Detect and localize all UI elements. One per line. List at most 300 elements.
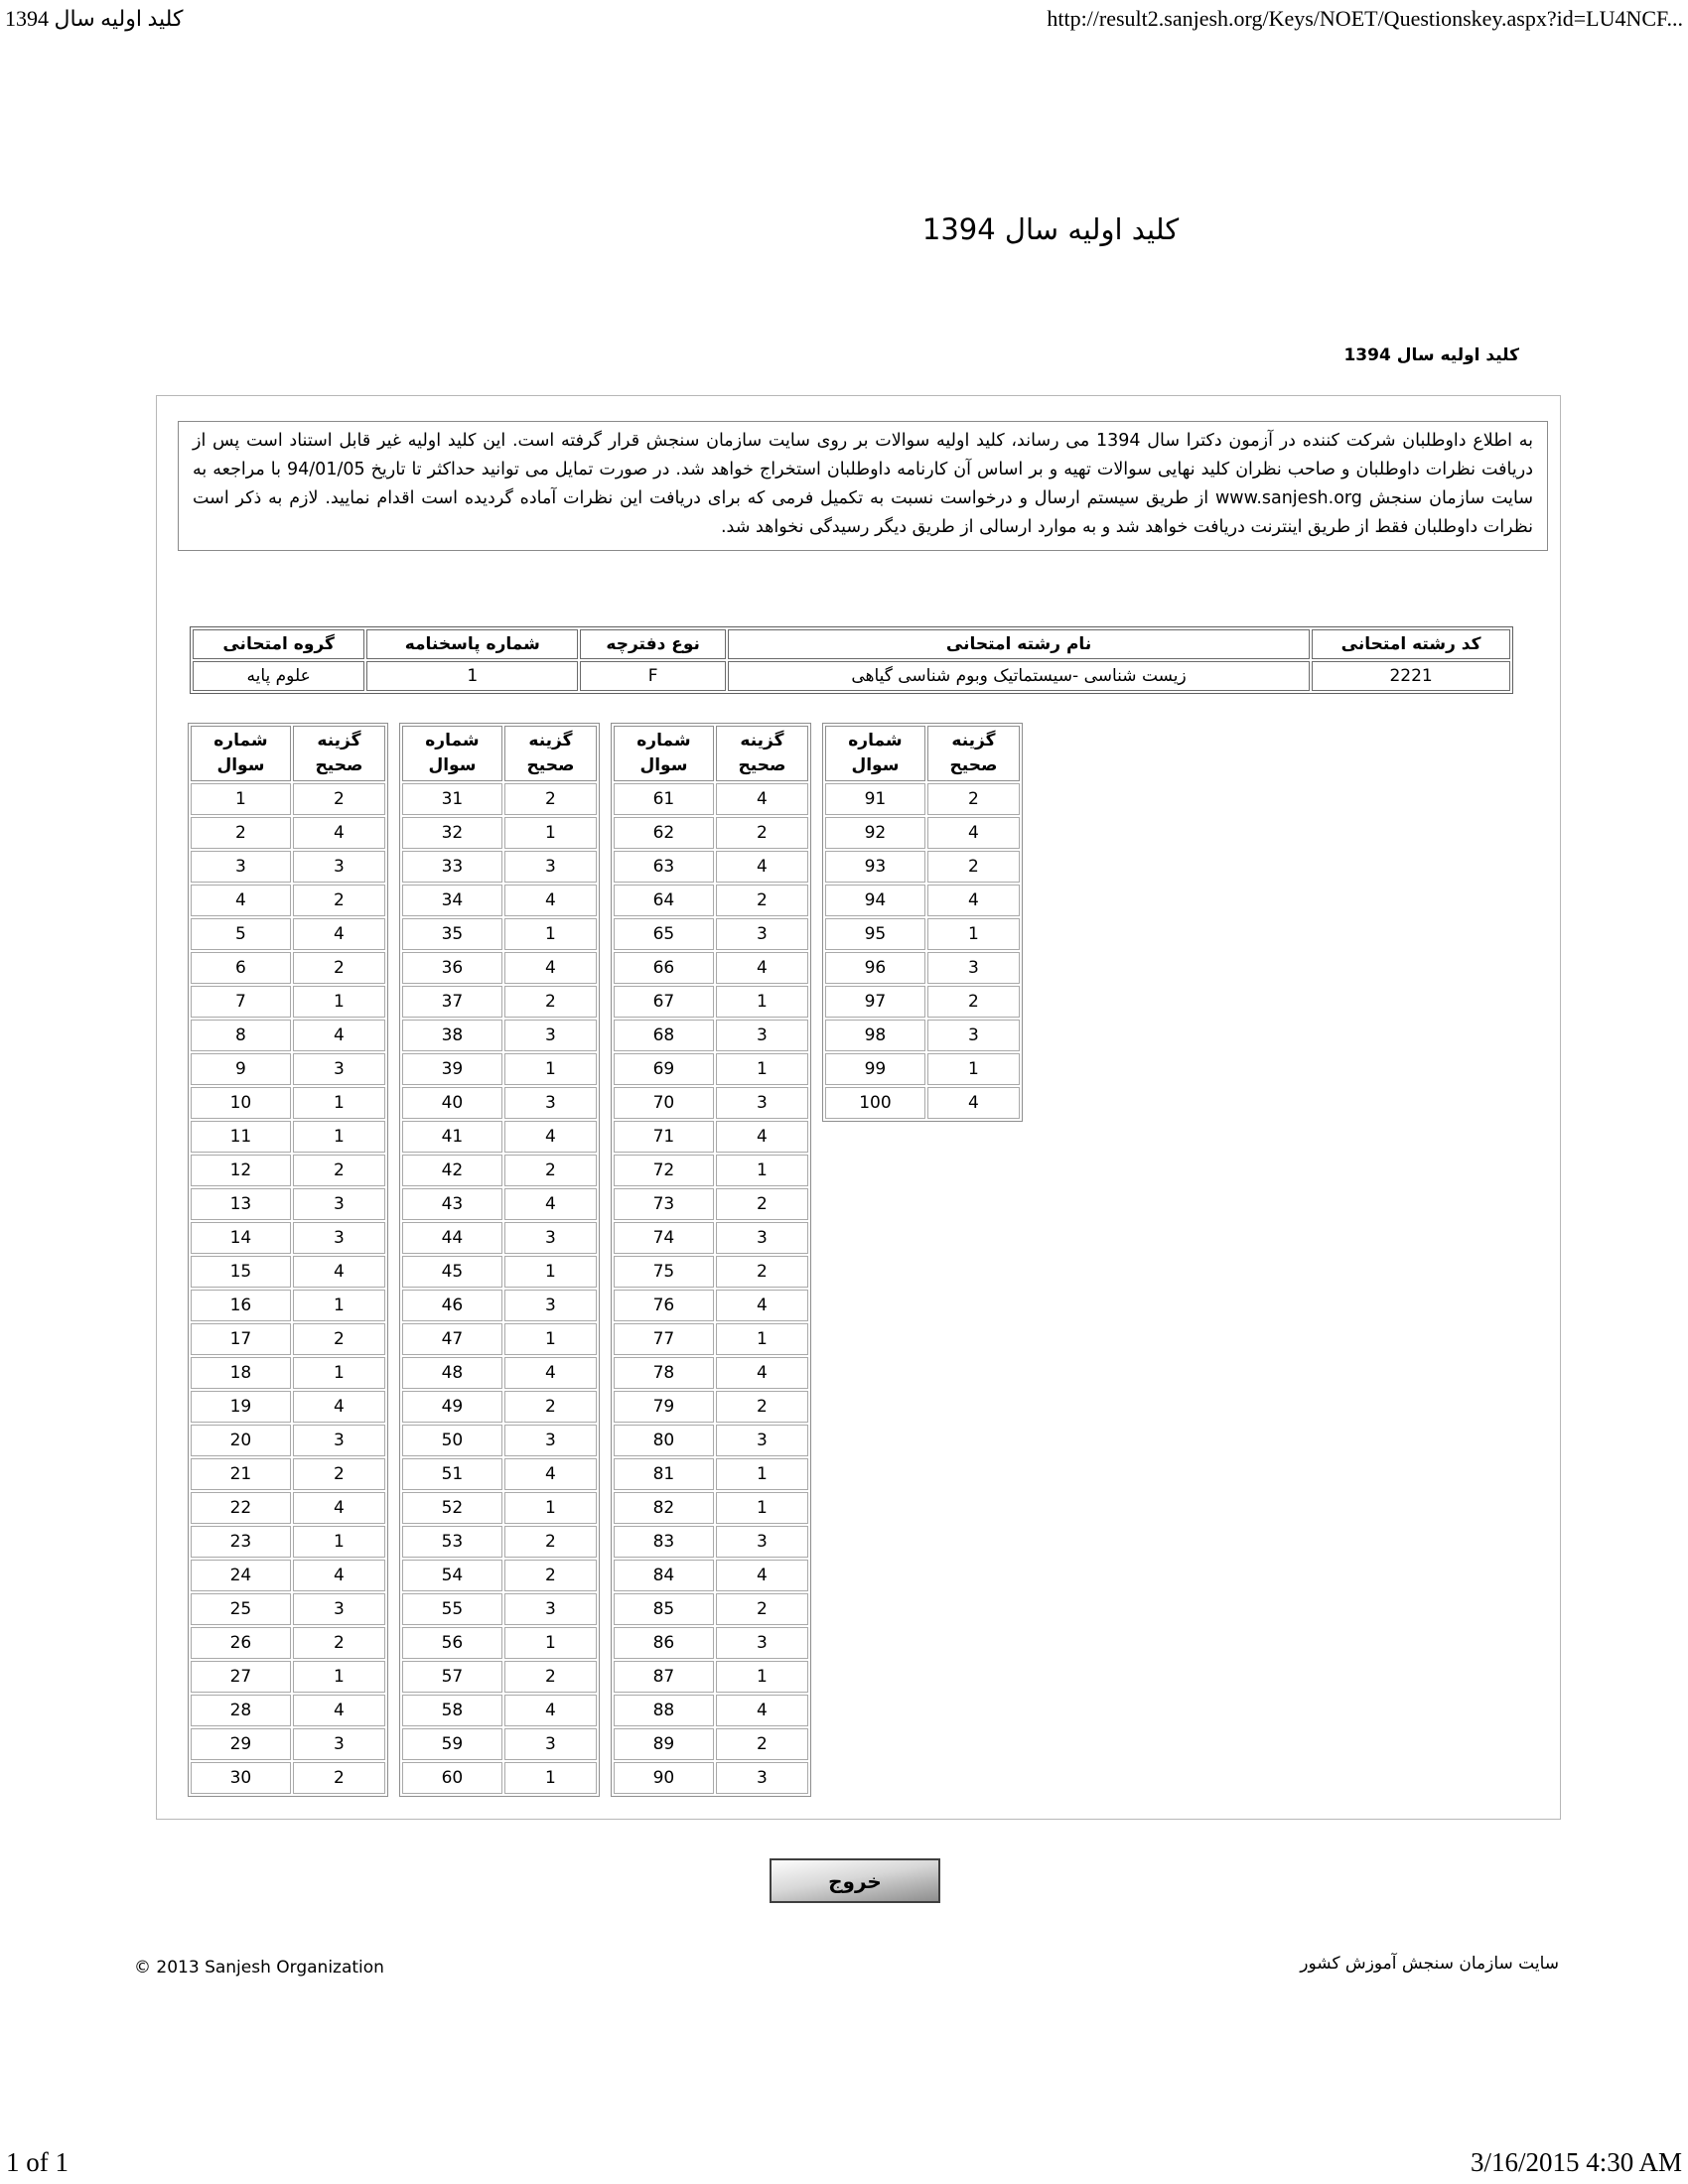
answer-row xyxy=(191,1560,385,1591)
correct-option-cell: 2 xyxy=(293,952,385,984)
correct-option-cell: 3 xyxy=(293,1425,385,1456)
correct-option-cell: 1 xyxy=(293,1661,385,1693)
correct-option-cell: 4 xyxy=(504,1121,597,1153)
correct-option-cell: 3 xyxy=(504,1222,597,1254)
correct-option-cell: 2 xyxy=(716,1593,808,1625)
answer-row xyxy=(825,783,1020,815)
answer-row xyxy=(614,1593,808,1625)
correct-option-cell: 3 xyxy=(716,1526,808,1558)
question-number-cell: 14 xyxy=(191,1222,291,1254)
question-number-cell: 65 xyxy=(614,918,714,950)
answer-row xyxy=(825,986,1020,1018)
correct-option-cell: 1 xyxy=(504,1323,597,1355)
correct-option-cell: 1 xyxy=(716,1053,808,1085)
question-number-cell: 78 xyxy=(614,1357,714,1389)
answer-row xyxy=(191,1728,385,1760)
answer-row xyxy=(402,1155,597,1186)
answer-row xyxy=(825,1087,1020,1119)
exam-code-value: 2221 xyxy=(1312,661,1510,691)
correct-option-cell: 2 xyxy=(716,1256,808,1288)
correct-option-cell: 4 xyxy=(927,885,1020,916)
question-number-cell: 23 xyxy=(191,1526,291,1558)
answer-row xyxy=(402,1661,597,1693)
correct-option-cell: 2 xyxy=(293,885,385,916)
question-number-cell: 90 xyxy=(614,1762,714,1794)
correct-option-cell: 1 xyxy=(504,918,597,950)
exam-group-value: علوم پایه xyxy=(193,661,364,691)
exam-name-header: نام رشته امتحانی xyxy=(728,629,1310,659)
answer-row xyxy=(614,1695,808,1726)
question-number-cell: 98 xyxy=(825,1020,925,1051)
question-number-cell: 26 xyxy=(191,1627,291,1659)
question-number-cell: 5 xyxy=(191,918,291,950)
answer-row xyxy=(402,1087,597,1119)
correct-option-col-header: گزینه صحیح xyxy=(504,726,597,781)
answer-row xyxy=(191,783,385,815)
correct-option-cell: 4 xyxy=(504,1695,597,1726)
question-number-cell: 68 xyxy=(614,1020,714,1051)
correct-option-cell: 2 xyxy=(504,1560,597,1591)
question-number-cell: 95 xyxy=(825,918,925,950)
correct-option-cell: 1 xyxy=(504,1762,597,1794)
correct-option-cell: 1 xyxy=(716,1492,808,1524)
question-number-cell: 34 xyxy=(402,885,502,916)
answer-table-q31-60 xyxy=(399,723,600,1797)
answer-table-q1-30 xyxy=(188,723,388,1797)
correct-option-cell: 2 xyxy=(293,1323,385,1355)
answer-row xyxy=(191,952,385,984)
question-number-cell: 7 xyxy=(191,986,291,1018)
correct-option-cell: 2 xyxy=(927,986,1020,1018)
question-number-cell: 29 xyxy=(191,1728,291,1760)
question-number-cell: 60 xyxy=(402,1762,502,1794)
answer-table-q91-100 xyxy=(822,723,1023,1122)
answer-row xyxy=(614,1425,808,1456)
question-number-cell: 40 xyxy=(402,1087,502,1119)
correct-option-cell: 3 xyxy=(504,1020,597,1051)
answer-row xyxy=(614,1256,808,1288)
answer-row xyxy=(614,1053,808,1085)
question-number-col-header: شماره سوال xyxy=(402,726,502,781)
correct-option-cell: 1 xyxy=(504,1492,597,1524)
answer-row xyxy=(614,1290,808,1321)
answer-row xyxy=(825,885,1020,916)
correct-option-cell: 3 xyxy=(504,1593,597,1625)
question-number-cell: 66 xyxy=(614,952,714,984)
correct-option-cell: 3 xyxy=(716,1087,808,1119)
question-number-cell: 19 xyxy=(191,1391,291,1423)
answer-row xyxy=(191,1458,385,1490)
question-number-cell: 36 xyxy=(402,952,502,984)
correct-option-cell: 4 xyxy=(293,1560,385,1591)
question-number-cell: 32 xyxy=(402,817,502,849)
answer-row xyxy=(402,817,597,849)
correct-option-cell: 3 xyxy=(716,1020,808,1051)
question-number-cell: 12 xyxy=(191,1155,291,1186)
question-number-cell: 17 xyxy=(191,1323,291,1355)
correct-option-cell: 3 xyxy=(293,851,385,883)
answer-row xyxy=(191,1256,385,1288)
answer-row xyxy=(614,1020,808,1051)
answer-row xyxy=(825,952,1020,984)
correct-option-cell: 1 xyxy=(716,986,808,1018)
notice-paragraph: به اطلاع داوطلبان شرکت کننده در آزمون دکترا سال 1394 می رساند، کلید اولیه سوالات بر روی سایت سازمان سنجش قرار گرفته است. این کلید اولیه غیر قابل استناد است پس از دریافت نظرات داوطلبان و صاحب نظران کلید نهایی سوالات تهیه و بر اساس آن کارنامه داوطلبان استخراج خواهد شد. در صورت تمایل می توانید حداکثر تا تاریخ 94/01/05 با مراجعه به سایت سازمان سنجش www.sanjesh.org از طریق سیستم ارسال و درخواست نسبت به تکمیل فرمی که برای دریافت این نظرات آماده گردیده است اقدام نمایید. لازم به ذکر است نظرات داوطلبان فقط از طریق اینترنت دریافت خواهد شد و به موارد ارسالی از طریق دیگر رسیدگی نخواهد شد. xyxy=(178,421,1548,551)
answer-row xyxy=(614,783,808,815)
booklet-type-value: F xyxy=(580,661,726,691)
correct-option-cell: 3 xyxy=(927,952,1020,984)
exam-name-value: زیست شناسی -سیستماتیک وبوم شناسی گیاهی xyxy=(728,661,1310,691)
question-number-cell: 13 xyxy=(191,1188,291,1220)
question-number-cell: 83 xyxy=(614,1526,714,1558)
question-number-cell: 85 xyxy=(614,1593,714,1625)
correct-option-cell: 3 xyxy=(716,1222,808,1254)
answer-row xyxy=(402,1425,597,1456)
correct-option-cell: 4 xyxy=(293,1492,385,1524)
correct-option-cell: 1 xyxy=(293,1121,385,1153)
correct-option-cell: 1 xyxy=(504,1256,597,1288)
correct-option-cell: 1 xyxy=(716,1323,808,1355)
correct-option-cell: 1 xyxy=(293,1087,385,1119)
exam-info-header-row xyxy=(193,629,1510,659)
print-footer-timestamp: 3/16/2015 4:30 AM xyxy=(1470,2147,1682,2177)
question-number-cell: 100 xyxy=(825,1087,925,1119)
print-footer-page-count: 1 of 1 xyxy=(6,2147,69,2177)
question-number-cell: 18 xyxy=(191,1357,291,1389)
correct-option-cell: 1 xyxy=(716,1661,808,1693)
answer-row xyxy=(825,918,1020,950)
question-number-cell: 6 xyxy=(191,952,291,984)
question-number-cell: 72 xyxy=(614,1155,714,1186)
answer-row xyxy=(614,1458,808,1490)
correct-option-cell: 2 xyxy=(716,1188,808,1220)
question-number-cell: 31 xyxy=(402,783,502,815)
answer-row xyxy=(191,918,385,950)
correct-option-col-header: گزینه صحیح xyxy=(716,726,808,781)
question-number-cell: 69 xyxy=(614,1053,714,1085)
answer-row xyxy=(191,817,385,849)
question-number-cell: 94 xyxy=(825,885,925,916)
answer-row xyxy=(614,1728,808,1760)
correct-option-cell: 4 xyxy=(293,817,385,849)
question-number-col-header: شماره سوال xyxy=(614,726,714,781)
correct-option-cell: 3 xyxy=(927,1020,1020,1051)
answer-row xyxy=(402,1256,597,1288)
answer-row xyxy=(191,1087,385,1119)
answer-row xyxy=(402,885,597,916)
question-number-cell: 71 xyxy=(614,1121,714,1153)
answer-table-body xyxy=(191,783,385,1794)
correct-option-cell: 2 xyxy=(504,1155,597,1186)
question-number-cell: 42 xyxy=(402,1155,502,1186)
answer-row xyxy=(191,1357,385,1389)
correct-option-cell: 3 xyxy=(504,1087,597,1119)
answer-row xyxy=(402,1627,597,1659)
question-number-cell: 46 xyxy=(402,1290,502,1321)
answer-row xyxy=(402,1560,597,1591)
question-number-cell: 49 xyxy=(402,1391,502,1423)
correct-option-cell: 4 xyxy=(716,1560,808,1591)
answer-row xyxy=(402,1762,597,1794)
question-number-cell: 27 xyxy=(191,1661,291,1693)
correct-option-cell: 2 xyxy=(293,783,385,815)
answer-row xyxy=(614,1762,808,1794)
correct-option-cell: 4 xyxy=(716,1695,808,1726)
correct-option-cell: 4 xyxy=(927,817,1020,849)
answer-row xyxy=(402,851,597,883)
question-number-cell: 48 xyxy=(402,1357,502,1389)
question-number-cell: 59 xyxy=(402,1728,502,1760)
answer-row xyxy=(191,851,385,883)
correct-option-cell: 4 xyxy=(716,1290,808,1321)
correct-option-cell: 4 xyxy=(504,1357,597,1389)
question-number-cell: 35 xyxy=(402,918,502,950)
answer-row xyxy=(402,986,597,1018)
question-number-cell: 86 xyxy=(614,1627,714,1659)
correct-option-cell: 2 xyxy=(504,986,597,1018)
question-number-cell: 2 xyxy=(191,817,291,849)
correct-option-cell: 2 xyxy=(504,1526,597,1558)
answer-row xyxy=(614,986,808,1018)
sheet-number-header: شماره پاسخنامه xyxy=(366,629,578,659)
answer-table-q61-90 xyxy=(611,723,811,1797)
correct-option-cell: 2 xyxy=(716,885,808,916)
correct-option-cell: 4 xyxy=(716,851,808,883)
correct-option-cell: 2 xyxy=(293,1762,385,1794)
answer-row xyxy=(191,885,385,916)
question-number-cell: 22 xyxy=(191,1492,291,1524)
answer-row xyxy=(191,1762,385,1794)
correct-option-cell: 3 xyxy=(293,1593,385,1625)
question-number-cell: 11 xyxy=(191,1121,291,1153)
question-number-cell: 96 xyxy=(825,952,925,984)
answer-row xyxy=(191,1121,385,1153)
correct-option-cell: 1 xyxy=(293,986,385,1018)
answer-row xyxy=(191,1188,385,1220)
question-number-cell: 62 xyxy=(614,817,714,849)
answer-table-header-row xyxy=(825,726,1020,781)
print-header-title: کلید اولیه سال 1394 xyxy=(5,6,184,31)
booklet-type-header: نوع دفترچه xyxy=(580,629,726,659)
answer-row xyxy=(614,1661,808,1693)
question-number-cell: 73 xyxy=(614,1188,714,1220)
correct-option-cell: 2 xyxy=(504,783,597,815)
answer-row xyxy=(614,1155,808,1186)
question-number-cell: 47 xyxy=(402,1323,502,1355)
answer-row xyxy=(614,1121,808,1153)
copyright-text: © 2013 Sanjesh Organization xyxy=(134,1958,384,1978)
correct-option-cell: 1 xyxy=(293,1290,385,1321)
answer-row xyxy=(191,1627,385,1659)
question-number-cell: 77 xyxy=(614,1323,714,1355)
answer-row xyxy=(614,1222,808,1254)
answer-row xyxy=(402,1593,597,1625)
question-number-cell: 41 xyxy=(402,1121,502,1153)
question-number-cell: 44 xyxy=(402,1222,502,1254)
correct-option-cell: 4 xyxy=(504,885,597,916)
sheet-number-value: 1 xyxy=(366,661,578,691)
answer-row xyxy=(614,952,808,984)
question-number-cell: 92 xyxy=(825,817,925,849)
answer-key-tables xyxy=(188,723,1023,1797)
question-number-cell: 15 xyxy=(191,1256,291,1288)
question-number-cell: 61 xyxy=(614,783,714,815)
answer-row xyxy=(402,918,597,950)
question-number-cell: 84 xyxy=(614,1560,714,1591)
answer-table-body xyxy=(825,783,1020,1119)
answer-row xyxy=(191,1425,385,1456)
question-number-cell: 55 xyxy=(402,1593,502,1625)
correct-option-cell: 1 xyxy=(293,1526,385,1558)
question-number-cell: 52 xyxy=(402,1492,502,1524)
correct-option-cell: 2 xyxy=(927,851,1020,883)
question-number-cell: 10 xyxy=(191,1087,291,1119)
correct-option-cell: 3 xyxy=(293,1188,385,1220)
answer-row xyxy=(614,1391,808,1423)
answer-row xyxy=(614,1560,808,1591)
question-number-cell: 51 xyxy=(402,1458,502,1490)
question-number-cell: 39 xyxy=(402,1053,502,1085)
answer-row xyxy=(402,1290,597,1321)
answer-table-header-row xyxy=(191,726,385,781)
answer-row xyxy=(614,817,808,849)
question-number-col-header: شماره سوال xyxy=(191,726,291,781)
correct-option-cell: 4 xyxy=(716,952,808,984)
question-number-cell: 81 xyxy=(614,1458,714,1490)
correct-option-cell: 3 xyxy=(504,1290,597,1321)
correct-option-cell: 3 xyxy=(504,1425,597,1456)
answer-row xyxy=(825,1053,1020,1085)
correct-option-cell: 4 xyxy=(716,1357,808,1389)
question-number-cell: 56 xyxy=(402,1627,502,1659)
question-number-cell: 3 xyxy=(191,851,291,883)
answer-table-header-row xyxy=(402,726,597,781)
answer-row xyxy=(402,1323,597,1355)
question-number-cell: 54 xyxy=(402,1560,502,1591)
correct-option-cell: 4 xyxy=(293,918,385,950)
correct-option-cell: 1 xyxy=(716,1458,808,1490)
question-number-cell: 9 xyxy=(191,1053,291,1085)
question-number-cell: 57 xyxy=(402,1661,502,1693)
answer-row xyxy=(614,918,808,950)
content-panel xyxy=(156,395,1561,1820)
question-number-cell: 20 xyxy=(191,1425,291,1456)
answer-row xyxy=(402,1526,597,1558)
question-number-cell: 43 xyxy=(402,1188,502,1220)
correct-option-cell: 1 xyxy=(504,1053,597,1085)
correct-option-cell: 3 xyxy=(716,918,808,950)
answer-row xyxy=(191,1053,385,1085)
question-number-cell: 75 xyxy=(614,1256,714,1288)
correct-option-cell: 4 xyxy=(293,1391,385,1423)
answer-row xyxy=(825,817,1020,849)
exam-info-value-row xyxy=(193,661,1510,691)
correct-option-cell: 1 xyxy=(293,1357,385,1389)
answer-row xyxy=(402,1053,597,1085)
correct-option-cell: 1 xyxy=(927,1053,1020,1085)
question-number-cell: 58 xyxy=(402,1695,502,1726)
correct-option-cell: 2 xyxy=(293,1458,385,1490)
correct-option-cell: 1 xyxy=(504,817,597,849)
question-number-cell: 67 xyxy=(614,986,714,1018)
answer-row xyxy=(614,1526,808,1558)
correct-option-cell: 2 xyxy=(716,1391,808,1423)
answer-table-header-row xyxy=(614,726,808,781)
answer-row xyxy=(402,952,597,984)
correct-option-cell: 3 xyxy=(504,851,597,883)
answer-row xyxy=(614,1357,808,1389)
answer-row xyxy=(191,1391,385,1423)
question-number-cell: 4 xyxy=(191,885,291,916)
question-number-cell: 91 xyxy=(825,783,925,815)
answer-row xyxy=(614,1087,808,1119)
correct-option-cell: 2 xyxy=(716,1728,808,1760)
question-number-cell: 38 xyxy=(402,1020,502,1051)
question-number-cell: 37 xyxy=(402,986,502,1018)
answer-row xyxy=(614,1188,808,1220)
question-number-cell: 63 xyxy=(614,851,714,883)
answer-row xyxy=(402,1222,597,1254)
answer-row xyxy=(191,1526,385,1558)
correct-option-cell: 4 xyxy=(716,1121,808,1153)
question-number-cell: 21 xyxy=(191,1458,291,1490)
correct-option-cell: 3 xyxy=(293,1053,385,1085)
question-number-cell: 64 xyxy=(614,885,714,916)
correct-option-cell: 4 xyxy=(293,1020,385,1051)
answer-row xyxy=(402,1728,597,1760)
answer-row xyxy=(402,1391,597,1423)
correct-option-cell: 3 xyxy=(293,1728,385,1760)
question-number-cell: 87 xyxy=(614,1661,714,1693)
question-number-cell: 79 xyxy=(614,1391,714,1423)
answer-row xyxy=(402,1458,597,1490)
question-number-cell: 50 xyxy=(402,1425,502,1456)
correct-option-cell: 4 xyxy=(504,1458,597,1490)
exam-group-header: گروه امتحانی xyxy=(193,629,364,659)
answer-table-body xyxy=(402,783,597,1794)
question-number-cell: 16 xyxy=(191,1290,291,1321)
question-number-cell: 82 xyxy=(614,1492,714,1524)
answer-row xyxy=(191,1492,385,1524)
correct-option-cell: 2 xyxy=(927,783,1020,815)
answer-row xyxy=(614,1323,808,1355)
correct-option-cell: 2 xyxy=(293,1155,385,1186)
question-number-cell: 99 xyxy=(825,1053,925,1085)
exit-button[interactable]: خروج xyxy=(770,1858,940,1903)
question-number-cell: 1 xyxy=(191,783,291,815)
answer-row xyxy=(402,1695,597,1726)
question-number-cell: 53 xyxy=(402,1526,502,1558)
question-number-cell: 97 xyxy=(825,986,925,1018)
answer-row xyxy=(191,986,385,1018)
answer-row xyxy=(191,1593,385,1625)
answer-row xyxy=(191,1155,385,1186)
question-number-cell: 30 xyxy=(191,1762,291,1794)
question-number-cell: 8 xyxy=(191,1020,291,1051)
question-number-cell: 80 xyxy=(614,1425,714,1456)
answer-row xyxy=(402,1020,597,1051)
correct-option-cell: 1 xyxy=(716,1155,808,1186)
answer-row xyxy=(402,1492,597,1524)
correct-option-cell: 2 xyxy=(504,1391,597,1423)
correct-option-cell: 3 xyxy=(716,1425,808,1456)
question-number-cell: 28 xyxy=(191,1695,291,1726)
correct-option-cell: 1 xyxy=(927,918,1020,950)
correct-option-cell: 2 xyxy=(504,1661,597,1693)
answer-row xyxy=(402,1188,597,1220)
answer-row xyxy=(191,1020,385,1051)
correct-option-cell: 4 xyxy=(293,1695,385,1726)
correct-option-cell: 3 xyxy=(504,1728,597,1760)
